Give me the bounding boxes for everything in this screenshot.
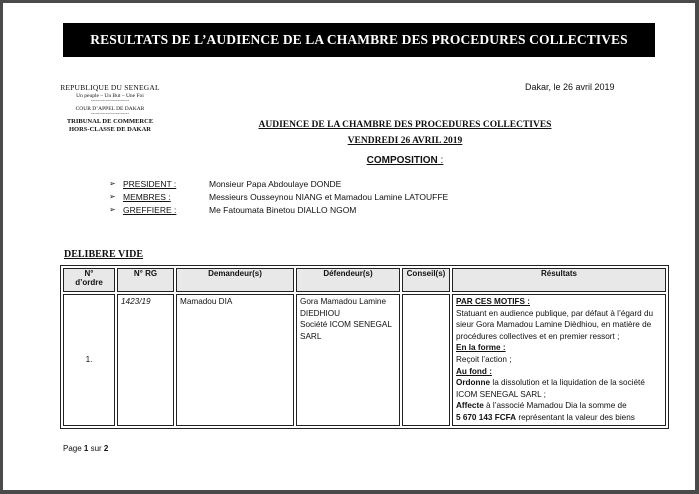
header-defendeur: Défendeur(s) xyxy=(296,268,400,292)
role-label: GREFFIERE : xyxy=(123,205,177,215)
arrow-bullet-icon: ➢ xyxy=(109,179,116,188)
header-resultats: Résultats xyxy=(452,268,666,292)
statuant-text: Statuant en audience publique, par défaut à l’égard du sieur Gora Mamadou Lamine Dièdhiou, en matière de procédures collectives et en premier ressort ; xyxy=(456,308,654,341)
member-name: Messieurs Ousseynou NIANG et Mamadou Lamine LATOUFFE xyxy=(209,192,449,202)
audience-date: VENDREDI 26 AVRIL 2019 xyxy=(347,136,463,146)
section-title: DELIBERE VIDE xyxy=(64,249,144,260)
composition-row-members xyxy=(109,192,448,202)
motifs-heading: PAR CES MOTIFS : xyxy=(456,297,530,306)
document-date: Dakar, le 26 avril 2019 xyxy=(525,82,615,92)
page-number: Page 1 sur 2 xyxy=(63,444,109,453)
ordonne-text: Ordonne la dissolution et la liquidation de la société ICOM SENEGAL SARL ; xyxy=(456,378,645,399)
tribunal-name-line1: TRIBUNAL DE COMMERCE xyxy=(66,118,154,125)
cell-order: 1. xyxy=(63,294,115,426)
republic-name: REPUBLIQUE DU SENEGAL xyxy=(60,83,160,92)
tribunal-name-line2: HORS-CLASSE DE DAKAR xyxy=(69,126,151,133)
affecte-text: Affecte à l’associé Mamadou Dia la somme de xyxy=(456,401,627,411)
member-name: Monsieur Papa Abdoulaye DONDE xyxy=(209,179,342,189)
institution-header xyxy=(55,83,165,134)
recoit-text: Reçoit l’action ; xyxy=(456,354,512,364)
defendant-person: Gora Mamadou Lamine DIEDHIOU xyxy=(300,297,387,318)
fond-heading: Au fond : xyxy=(456,366,492,376)
defendant-company: Société ICOM SENEGAL SARL xyxy=(300,320,392,341)
member-name: Me Fatoumata Binetou DIALLO NGOM xyxy=(209,205,357,215)
separator: ----------------------- xyxy=(90,99,130,104)
header-demandeur: Demandeur(s) xyxy=(176,268,294,292)
audience-title: AUDIENCE DE LA CHAMBRE DES PROCEDURES COLLECTIVES xyxy=(258,120,552,130)
cell-defendeur xyxy=(296,294,400,426)
table-header-row xyxy=(63,268,666,292)
role-label: MEMBRES : xyxy=(123,192,171,202)
results-table xyxy=(60,265,669,429)
forme-heading: En la forme : xyxy=(456,343,506,353)
header-rg: N° RG xyxy=(117,268,174,292)
cell-rg: 1423/19 xyxy=(117,294,174,426)
arrow-bullet-icon: ➢ xyxy=(109,205,116,214)
header-order: N° d’ordre xyxy=(63,268,115,292)
separator: ----------------------- xyxy=(90,112,130,117)
document-banner: RESULTATS DE L’AUDIENCE DE LA CHAMBRE DES PROCEDURES COLLECTIVES xyxy=(63,23,655,57)
role-label: PRESIDENT : xyxy=(123,179,177,189)
amount-text: 5 670 143 FCFA représentant la valeur des biens xyxy=(456,412,635,422)
composition-title xyxy=(215,155,595,166)
composition-colon: : xyxy=(437,155,444,166)
composition-label: COMPOSITION xyxy=(366,155,438,166)
header-conseil: Conseil(s) xyxy=(402,268,450,292)
cell-resultats xyxy=(452,294,666,426)
table-row xyxy=(63,294,666,426)
document-page xyxy=(3,3,695,490)
court-name: COUR D’APPEL DE DAKAR xyxy=(75,106,145,112)
arrow-bullet-icon: ➢ xyxy=(109,192,116,201)
republic-motto: Un peuple – Un But – Une Foi xyxy=(76,93,144,99)
cell-conseil xyxy=(402,294,450,426)
cell-demandeur: Mamadou DIA xyxy=(176,294,294,426)
composition-row-president xyxy=(109,179,341,189)
composition-row-greffiere xyxy=(109,205,356,215)
